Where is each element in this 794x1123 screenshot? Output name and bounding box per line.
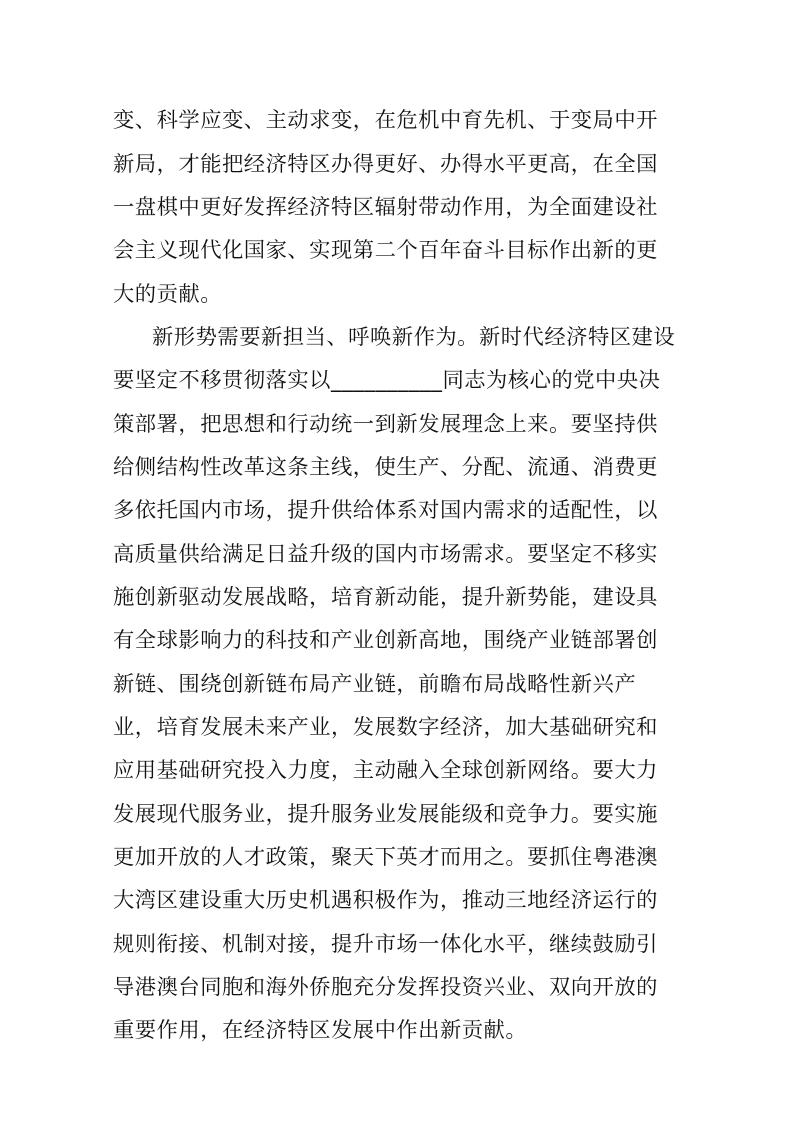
text-line: 多依托国内市场，提升供给体系对国内需求的适配性，以	[113, 498, 658, 523]
text-line: 一盘棋中更好发挥经济特区辐射带动作用，为全面建设社	[113, 195, 658, 220]
text-line: 规则衔接、机制对接，提升市场一体化水平，继续鼓励引	[113, 932, 658, 957]
text-line: 应用基础研究投入力度，主动融入全球创新网络。要大力	[113, 758, 658, 783]
text-line: 要坚定不移贯彻落实以__________同志为核心的党中央决	[113, 368, 661, 393]
text-line: 给侧结构性改革这条主线，使生产、分配、流通、消费更	[113, 455, 658, 480]
text-line: 施创新驱动发展战略，培育新动能，提升新势能，建设具	[113, 585, 658, 610]
text-line: 策部署，把思想和行动统一到新发展理念上来。要坚持供	[113, 412, 658, 437]
text-line: 更加开放的人才政策，聚天下英才而用之。要抓住粤港澳	[113, 845, 658, 870]
text-line-indented: 新形势需要新担当、呼唤新作为。新时代经济特区建设	[152, 325, 676, 350]
text-line: 有全球影响力的科技和产业创新高地，围绕产业链部署创	[113, 628, 658, 653]
text-line: 发展现代服务业，提升服务业发展能级和竞争力。要实施	[113, 802, 658, 827]
text-line: 变、科学应变、主动求变，在危机中育先机、于变局中开	[113, 108, 658, 133]
text-line: 重要作用，在经济特区发展中作出新贡献。	[113, 1018, 528, 1043]
text-line: 会主义现代化国家、实现第二个百年奋斗目标作出新的更	[113, 238, 658, 263]
text-line: 新链、围绕创新链布局产业链，前瞻布局战略性新兴产	[113, 672, 637, 697]
text-line: 高质量供给满足日益升级的国内市场需求。要坚定不移实	[113, 542, 658, 567]
text-line: 大的贡献。	[113, 282, 222, 307]
text-line: 导港澳台同胞和海外侨胞充分发挥投资兴业、双向开放的	[113, 975, 658, 1000]
text-line: 业，培育发展未来产业，发展数字经济，加大基础研究和	[113, 715, 658, 740]
text-line: 新局，才能把经济特区办得更好、办得水平更高，在全国	[113, 152, 658, 177]
text-line: 大湾区建设重大历史机遇积极作为，推动三地经济运行的	[113, 888, 658, 913]
